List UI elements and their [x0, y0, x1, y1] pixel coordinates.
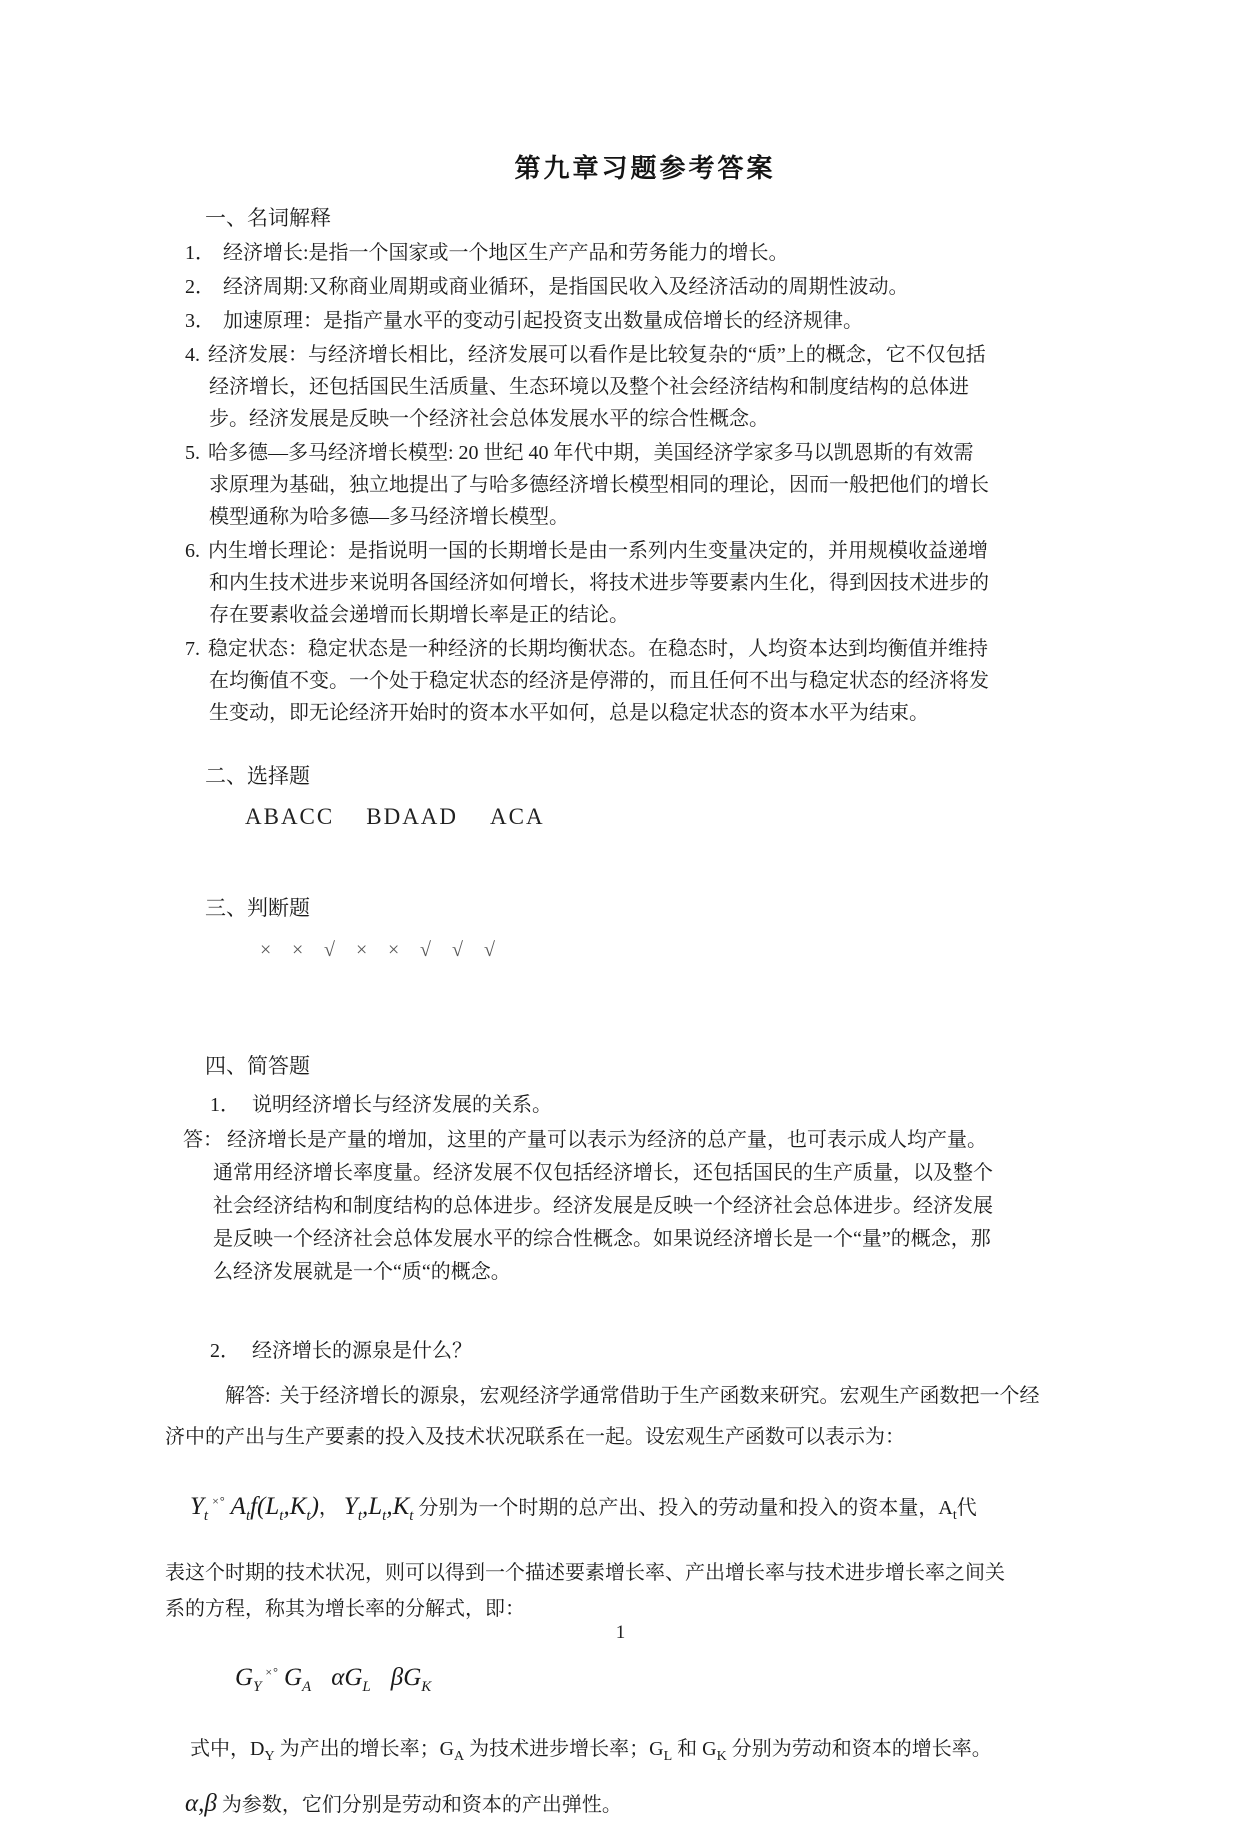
formula-token: 代	[956, 1497, 977, 1519]
judgment-mark: ×	[292, 939, 304, 961]
formula-token: G	[283, 1664, 303, 1691]
formula-token: 为技术进步增长率；G	[464, 1738, 664, 1760]
item-number: 3．	[185, 310, 215, 332]
judgment-mark: ×	[388, 939, 400, 961]
judgment-mark: √	[452, 939, 463, 961]
judgment-mark: ×	[260, 939, 272, 961]
section-heading-definitions: 一、名词解释	[205, 206, 331, 230]
formula-token: 为参数，它们分别是劳动和资本的产出弹性。	[216, 1794, 622, 1816]
formula-token: t	[306, 1508, 311, 1524]
growth-decomposition-formula	[235, 1649, 1065, 1710]
formula-token: ,L	[361, 1493, 383, 1520]
formula-token: t	[357, 1508, 362, 1524]
judgment-mark: ×	[356, 939, 368, 961]
formula-token: K	[716, 1749, 727, 1764]
answer-text: 经济增长是产量的增加，这里的产量可以表示为经济的总产量，也可表示成人均产量。通常用经济增长率度量。经济发展不仅包括经济增长，还包括国民的生产质量，以及整个社会经济结构和制度结构的总体进步。经济发展是反映一个经济社会总体进步。经济发展是反映一个经济社会总体发展水平的综合性概念。如果说经济增长是一个“量”的概念，那么经济发展就是一个“质“的概念。	[213, 1129, 993, 1283]
formula-token: t	[203, 1508, 209, 1524]
formula-token: t	[279, 1508, 284, 1524]
page-title: 第九章习题参考答案	[514, 154, 776, 184]
formula-token	[311, 1668, 331, 1690]
production-function-formula	[190, 1478, 1065, 1539]
formula-token: αG	[331, 1664, 363, 1691]
formula-token: ,K	[283, 1493, 307, 1520]
question-number: 2．	[210, 1340, 240, 1362]
definition-item	[185, 339, 989, 435]
item-text: 哈多德—多马经济增长模型: 20 世纪 40 年代中期，美国经济学家多马以凯恩斯的有效需求原理为基础，独立地提出了与哈多德经济增长模型相同的理论，因而一般把他们的增长模型通称为哈多德—多马经济增长模型。	[208, 442, 989, 528]
answer-label: 答：	[183, 1129, 223, 1151]
formula-token: t	[952, 1508, 957, 1523]
choice-answer-group: ACA	[490, 804, 545, 829]
question-1	[210, 1089, 1065, 1122]
formula-token: A	[302, 1679, 312, 1695]
choice-answer-group: BDAAD	[366, 804, 459, 829]
formula-token: A	[454, 1749, 465, 1764]
formula-token: ×°	[265, 1665, 279, 1679]
item-number: 1．	[185, 242, 215, 264]
item-text: 加速原理：是指产量水平的变动引起投资支出数量成倍增长的经济规律。	[223, 310, 863, 332]
definition-item	[185, 633, 989, 729]
definition-item	[185, 237, 989, 269]
formula-token: )	[310, 1493, 319, 1520]
choice-answers	[245, 799, 1065, 835]
judgment-mark: √	[420, 939, 431, 961]
formula-token: t	[382, 1508, 387, 1524]
formula-token: Y	[190, 1493, 204, 1520]
answer-label: 解答:	[225, 1385, 271, 1407]
item-number: 7.	[185, 638, 200, 660]
formula-legend	[165, 1732, 1065, 1774]
answer-2-continued: 表这个时期的技术状况，则可以得到一个描述要素增长率、产出增长率与技术进步增长率之间关系的方程，称其为增长率的分解式，即：	[165, 1562, 1005, 1620]
definition-item	[185, 437, 989, 533]
formula-token: t	[409, 1508, 414, 1524]
formula-token: α,β	[185, 1790, 217, 1817]
item-text: 经济周期:又称商业周期或商业循环，是指国民收入及经济活动的周期性波动。	[223, 276, 909, 298]
answer-text: 关于经济增长的源泉，宏观经济学通常借助于生产函数来研究。宏观生产函数把一个经济中的产出与生产要素的投入及技术状况联系在一起。设宏观生产函数可以表示为：	[165, 1385, 1040, 1448]
formula-token: Y	[343, 1493, 358, 1520]
definition-list	[165, 237, 1065, 729]
item-text: 内生增长理论：是指说明一国的长期增长是由一系列内生变量决定的，并用规模收益递增和内生技术进步来说明各国经济如何增长，将技术进步等要素内生化，得到因技术进步的存在要素收益会递增而长期增长率是正的结论。	[208, 540, 989, 626]
section-heading-choice: 二、选择题	[205, 764, 310, 788]
parameters-note	[185, 1786, 1065, 1823]
definition-item	[185, 271, 989, 303]
judgment-marks	[260, 935, 1065, 965]
question-number: 1．	[210, 1094, 240, 1116]
formula-token: 和 G	[672, 1738, 717, 1760]
answer-1	[183, 1124, 1003, 1289]
section-heading-judgment: 三、判断题	[205, 896, 310, 920]
formula-token: L	[362, 1679, 371, 1695]
item-number: 6.	[185, 540, 200, 562]
formula-token: 分别为劳动和资本的增长率。	[726, 1738, 992, 1760]
item-number: 4.	[185, 344, 200, 366]
item-text: 经济增长:是指一个国家或一个地区生产产品和劳务能力的增长。	[223, 242, 789, 264]
formula-token: ，	[318, 1497, 344, 1519]
item-text: 稳定状态：稳定状态是一种经济的长期均衡状态。在稳态时，人均资本达到均衡值并维持在均衡值不变。一个处于稳定状态的经济是停滞的，而且任何不出与稳定状态的经济将发生变动，即无论经济开始时的资本水平如何，总是以稳定状态的资本水平为结束。	[208, 638, 989, 724]
item-number: 5.	[185, 442, 200, 464]
formula-token: ,K	[386, 1493, 410, 1520]
document-content	[165, 0, 1065, 1823]
formula-token: t	[245, 1508, 251, 1524]
answer-2-intro	[165, 1376, 1045, 1458]
formula-token: 式中，D	[190, 1738, 265, 1760]
item-number: 2．	[185, 276, 215, 298]
formula-token: ×°	[212, 1494, 226, 1508]
choice-answer-group: ABACC	[245, 804, 335, 829]
question-text: 说明经济增长与经济发展的关系。	[252, 1094, 552, 1116]
formula-token: A	[230, 1493, 246, 1520]
formula-token: f(L	[250, 1493, 280, 1520]
formula-token: Y	[264, 1749, 275, 1764]
formula-token: K	[421, 1679, 432, 1695]
section-heading-short-answer: 四、简答题	[205, 1054, 310, 1078]
question-2	[210, 1335, 1065, 1368]
formula-token: βG	[390, 1664, 422, 1691]
formula-token: 为产出的增长率；G	[274, 1738, 455, 1760]
formula-token: G	[235, 1664, 254, 1691]
page-number: 1	[615, 1622, 626, 1643]
formula-token: Y	[253, 1679, 262, 1695]
formula-token: 分别为一个时期的总产出、投入的劳动量和投入的资本量，A	[413, 1497, 953, 1519]
definition-item	[185, 535, 989, 631]
definition-item	[185, 305, 989, 337]
judgment-mark: √	[484, 939, 495, 961]
question-text: 经济增长的源泉是什么？	[252, 1340, 472, 1362]
judgment-mark: √	[324, 939, 335, 961]
formula-token	[371, 1668, 391, 1690]
formula-token: L	[663, 1749, 673, 1764]
item-text: 经济发展：与经济增长相比，经济发展可以看作是比较复杂的“质”上的概念，它不仅包括经济增长，还包括国民生活质量、生态环境以及整个社会经济结构和制度结构的总体进步。经济发展是反映一个经济社会总体发展水平的综合性概念。	[208, 344, 986, 430]
